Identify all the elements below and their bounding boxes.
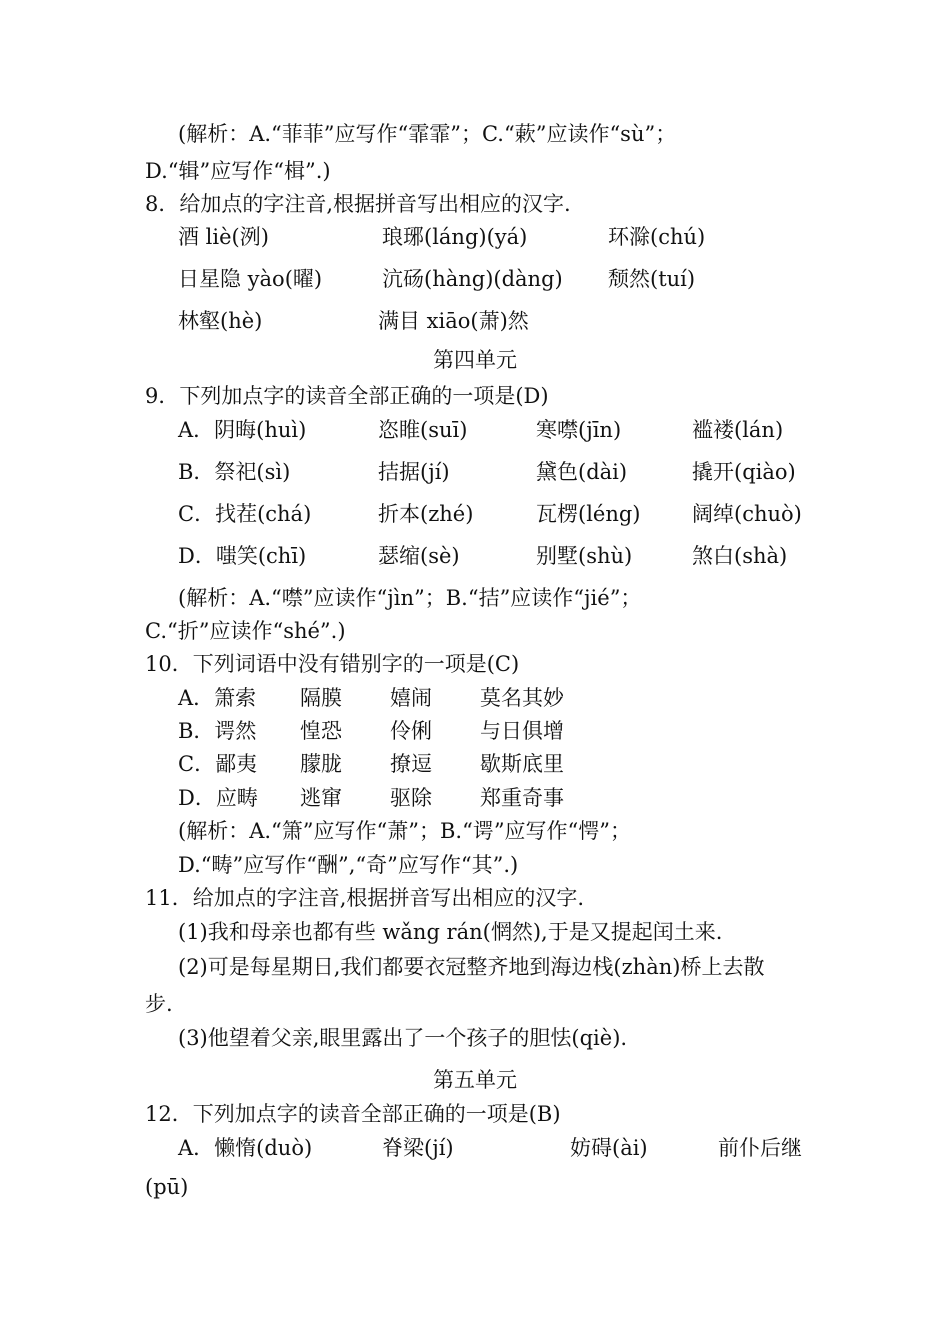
q10-option: D．应畴 <box>178 786 258 810</box>
q10-option: 逃窜 <box>300 786 342 810</box>
q10-stem: 10．下列词语中没有错别字的一项是(C) <box>145 652 520 676</box>
q9-analysis-line2: C.“折”应读作“shé”.) <box>145 619 346 643</box>
q8-item: 颓然(tuí) <box>608 267 696 291</box>
q9-stem: 9．下列加点字的读音全部正确的一项是(D) <box>145 384 549 408</box>
q10-option: 嬉闹 <box>390 686 432 710</box>
q12-option: 前仆后继 <box>718 1136 802 1160</box>
q9-option: D．嗤笑(chī) <box>178 544 307 568</box>
q9-analysis-line1: (解析：A.“噤”应读作“jìn”；B.“拮”应读作“jié”； <box>178 586 642 610</box>
q8-item: 满目 xiāo(萧)然 <box>378 309 529 333</box>
q8-stem: 8．给加点的字注音,根据拼音写出相应的汉字. <box>145 192 571 216</box>
q12-option: 妨碍(ài) <box>570 1136 648 1160</box>
q9-option: 煞白(shà) <box>692 544 788 568</box>
q9-option: 褴褛(lán) <box>692 418 784 442</box>
q9-option: 拮据(jí) <box>378 460 450 484</box>
q12-option: 脊梁(jí) <box>382 1136 454 1160</box>
q9-option: A．阴晦(huì) <box>178 418 307 442</box>
q9-option: 黛色(dài) <box>536 460 628 484</box>
q10-analysis-line1: (解析：A.“箫”应写作“萧”；B.“谔”应写作“愕”； <box>178 819 632 843</box>
q7-analysis-line2: D.“辑”应写作“楫”.) <box>145 159 331 183</box>
q10-option: A．箫索 <box>178 686 257 710</box>
q8-item: 酒 liè(洌) <box>178 225 269 249</box>
q9-option: 恣睢(suī) <box>378 418 468 442</box>
q12-option: A．懒惰(duò) <box>178 1136 313 1160</box>
unit4-heading: 第四单元 <box>433 348 517 372</box>
q8-item: 琅琊(láng)(yá) <box>382 225 528 249</box>
q8-item: 沆砀(hàng)(dàng) <box>382 267 563 291</box>
q9-option: 阔绰(chuò) <box>692 502 802 526</box>
q10-option: 驱除 <box>390 786 432 810</box>
q10-option: C．鄙夷 <box>178 752 258 776</box>
q11-item3: (3)他望着父亲,眼里露出了一个孩子的胆怯(qiè). <box>178 1026 628 1050</box>
q11-item2-line1: (2)可是每星期日,我们都要衣冠整齐地到海边栈(zhàn)桥上去散 <box>178 955 765 979</box>
q10-option: 郑重奇事 <box>480 786 564 810</box>
q9-option: 折本(zhé) <box>378 502 474 526</box>
q9-option: C．找茬(chá) <box>178 502 312 526</box>
q11-stem: 11．给加点的字注音,根据拼音写出相应的汉字. <box>145 886 585 910</box>
q7-analysis-line1: (解析：A.“菲菲”应写作“霏霏”；C.“蔌”应读作“sù”； <box>178 122 677 146</box>
q8-item: 林壑(hè) <box>178 309 263 333</box>
q10-option: 隔膜 <box>300 686 342 710</box>
q9-option: 瑟缩(sè) <box>378 544 460 568</box>
q12-stem: 12．下列加点字的读音全部正确的一项是(B) <box>145 1102 561 1126</box>
q10-analysis-line2: D.“畴”应写作“酬”,“奇”应写作“其”.) <box>178 853 519 877</box>
q9-option: 撬开(qiào) <box>692 460 796 484</box>
q12-option-wrap: (pū) <box>145 1175 189 1199</box>
q10-option: 莫名其妙 <box>480 686 564 710</box>
q11-item1: (1)我和母亲也都有些 wǎng rán(惘然),于是又提起闰土来. <box>178 920 723 944</box>
q10-option: B．谔然 <box>178 719 257 743</box>
q9-option: 别墅(shù) <box>536 544 633 568</box>
q10-option: 惶恐 <box>300 719 342 743</box>
q10-option: 伶俐 <box>390 719 432 743</box>
q11-item2-line2: 步. <box>145 992 173 1016</box>
q10-option: 歇斯底里 <box>480 752 564 776</box>
q10-option: 撩逗 <box>390 752 432 776</box>
q8-item: 日星隐 yào(曜) <box>178 267 323 291</box>
q10-option: 朦胧 <box>300 752 342 776</box>
q9-option: 瓦楞(léng) <box>536 502 641 526</box>
unit5-heading: 第五单元 <box>433 1068 517 1092</box>
q10-option: 与日俱增 <box>480 719 564 743</box>
q8-item: 环滁(chú) <box>608 225 706 249</box>
q9-option: B．祭祀(sì) <box>178 460 291 484</box>
q9-option: 寒噤(jīn) <box>536 418 622 442</box>
